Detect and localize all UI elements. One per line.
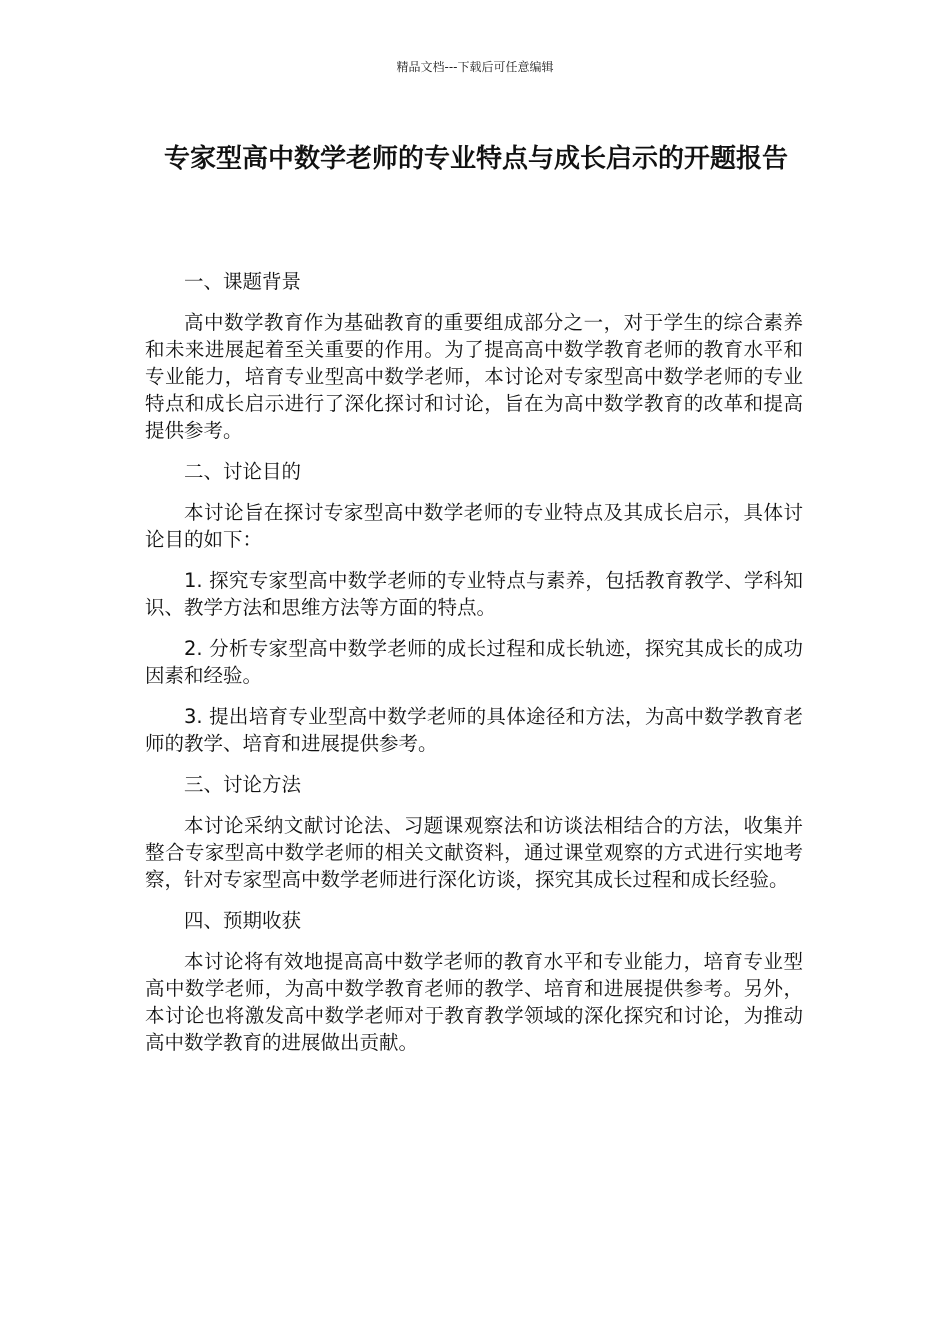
section-heading-purpose: 二、讨论目的 (184, 460, 302, 483)
paragraph-outcome: 本讨论将有效地提高高中数学老师的教育水平和专业能力，培育专业型高中数学老师，为高中数学教育老师的教学、培育和进展提供参考。另外，本讨论也将激发高中数学老师对于教育教学领域的深化探究和讨论，为推动高中数学教育的进展做出贡献。 (145, 950, 803, 1054)
section-heading-method: 三、讨论方法 (184, 773, 302, 796)
document-body (145, 268, 803, 1070)
document-title: 专家型高中数学老师的专业特点与成长启示的开题报告 (163, 144, 788, 174)
paragraph-purpose-item-1: 1. 探究专家型高中数学老师的专业特点与素养，包括教育教学、学科知识、教学方法和思维方法等方面的特点。 (145, 569, 803, 619)
paragraph-purpose-intro: 本讨论旨在探讨专家型高中数学老师的专业特点及其成长启示，具体讨论目的如下： (145, 501, 803, 551)
section-heading-background: 一、课题背景 (184, 270, 302, 293)
header-note: 精品文档---下载后可任意编辑 (396, 60, 554, 74)
paragraph-background: 高中数学教育作为基础教育的重要组成部分之一，对于学生的综合素养和未来进展起着至关重要的作用。为了提高高中数学教育老师的教育水平和专业能力，培育专业型高中数学老师，本讨论对专家型高中数学老师的专业特点和成长启示进行了深化探讨和讨论，旨在为高中数学教育的改革和提高提供参考。 (145, 311, 803, 442)
paragraph-purpose-item-2: 2. 分析专家型高中数学老师的成长过程和成长轨迹，探究其成长的成功因素和经验。 (145, 637, 803, 687)
paragraph-purpose-item-3: 3. 提出培育专业型高中数学老师的具体途径和方法，为高中数学教育老师的教学、培育和进展提供参考。 (145, 705, 803, 755)
paragraph-method: 本讨论采纳文献讨论法、习题课观察法和访谈法相结合的方法，收集并整合专家型高中数学老师的相关文献资料，通过课堂观察的方式进行实地考察，针对专家型高中数学老师进行深化访谈，探究其成长过程和成长经验。 (145, 814, 803, 891)
section-heading-outcome: 四、预期收获 (184, 909, 302, 932)
